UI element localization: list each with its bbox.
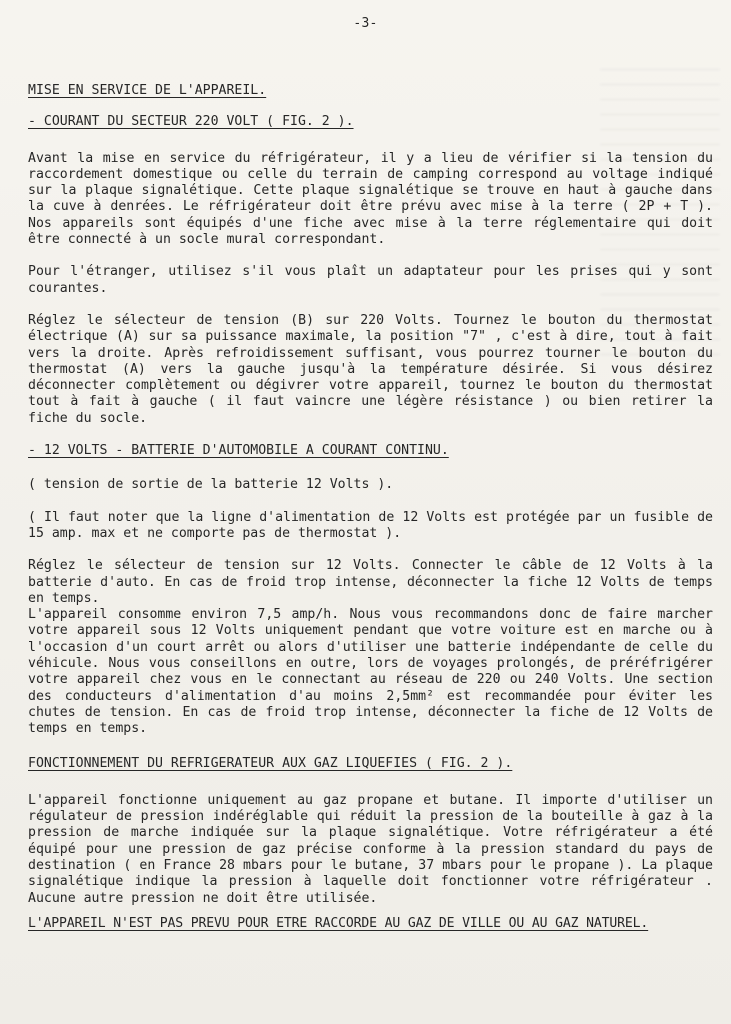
section-1-title: - COURANT DU SECTEUR 220 VOLT ( FIG. 2 ). xyxy=(28,114,354,130)
closing-warning: L'APPAREIL N'EST PAS PREVU POUR ETRE RACCORDE AU GAZ DE VILLE OU AU GAZ NATUREL. xyxy=(28,915,649,931)
section-2-title: - 12 VOLTS - BATTERIE D'AUTOMOBILE A COURANT CONTINU. xyxy=(28,443,449,459)
page-number: -3- xyxy=(353,16,378,31)
section-3-paragraph-1: L'appareil fonctionne uniquement au gaz propane et butane. Il importe d'utiliser un régulateur de pression indéréglable qui réduit la pression de la bouteille à gaz à la pression de marche indiquée sur la plaque signalétique. Votre réfrigérateur a été équipé pour une pression de gaz précise conforme à la pression standard du pays de destination ( en France 28 mbars pour le butane, 37 mbars pour le propane ). La plaque signalétique indique la pression à laquelle doit fonctionner votre réfrigérateur . Aucune autre pression ne doit être utilisée. xyxy=(28,792,713,906)
main-title: MISE EN SERVICE DE L'APPAREIL. xyxy=(28,83,267,98)
section-2-paragraph-1: ( tension de sortie de la batterie 12 Volts ). xyxy=(28,477,394,493)
section-2-paragraph-2: ( Il faut noter que la ligne d'alimentation de 12 Volts est protégée par un fusible de 15 amp. max et ne comporte pas de thermostat ). xyxy=(28,509,713,541)
section-1-paragraph-1: Avant la mise en service du réfrigérateur, il y a lieu de vérifier si la tension du raccordement domestique ou celle du terrain de camping correspond au voltage indiqué sur la plaque signalétique. Cette plaque signalétique se trouve en haut à gauche dans la cuve à denrées. Le réfrigérateur doit être prévu avec mise à la terre ( 2P + T ). Nos appareils sont équipés d'une fiche avec mise à la terre réglementaire qui doit être connecté à un socle mural correspondant. xyxy=(28,150,713,248)
section-1-paragraph-3: Réglez le sélecteur de tension (B) sur 220 Volts. Tournez le bouton du thermostat électrique (A) sur sa puissance maximale, la position "7" , c'est à dire, tout à fait vers la droite. Après refroidissement suffisant, vous pourrez tourner le bouton du thermostat (A) vers la gauche jusqu'à la température désirée. Si vous désirez déconnecter complètement ou dégivrer votre appareil, tournez le bouton du thermostat tout à fait à gauche ( il faut vaincre une légère résistance ) ou bien retirer la fiche du socle. xyxy=(28,312,713,426)
section-2-paragraph-4: L'appareil consomme environ 7,5 amp/h. Nous vous recommandons donc de faire marcher votre appareil sous 12 Volts uniquement pendant que votre voiture est en marche ou à l'occasion d'un court arrêt ou alors d'utiliser une batterie indépendante de celle du véhicule. Nous vous conseillons en outre, lors de voyages prolongés, de préréfrigérer votre appareil chez vous en le connectant au réseau de 220 ou 240 Volts. Une section des conducteurs d'alimentation d'au moins 2,5mm² est recommandée pour éviter les chutes de tension. En cas de froid trop intense, déconnecter la fiche de 12 Volts de temps en temps. xyxy=(28,607,713,737)
section-2-paragraph-3: Réglez le sélecteur de tension sur 12 Volts. Connecter le câble de 12 Volts à la batterie d'auto. En cas de froid trop intense, déconnecter la fiche 12 Volts de temps en temps. xyxy=(28,558,713,606)
section-1-paragraph-2: Pour l'étranger, utilisez s'il vous plaît un adaptateur pour les prises qui y sont courantes. xyxy=(28,264,713,296)
section-3-title: FONCTIONNEMENT DU REFRIGERATEUR AUX GAZ LIQUEFIES ( FIG. 2 ). xyxy=(28,755,513,771)
document-body xyxy=(28,83,713,932)
